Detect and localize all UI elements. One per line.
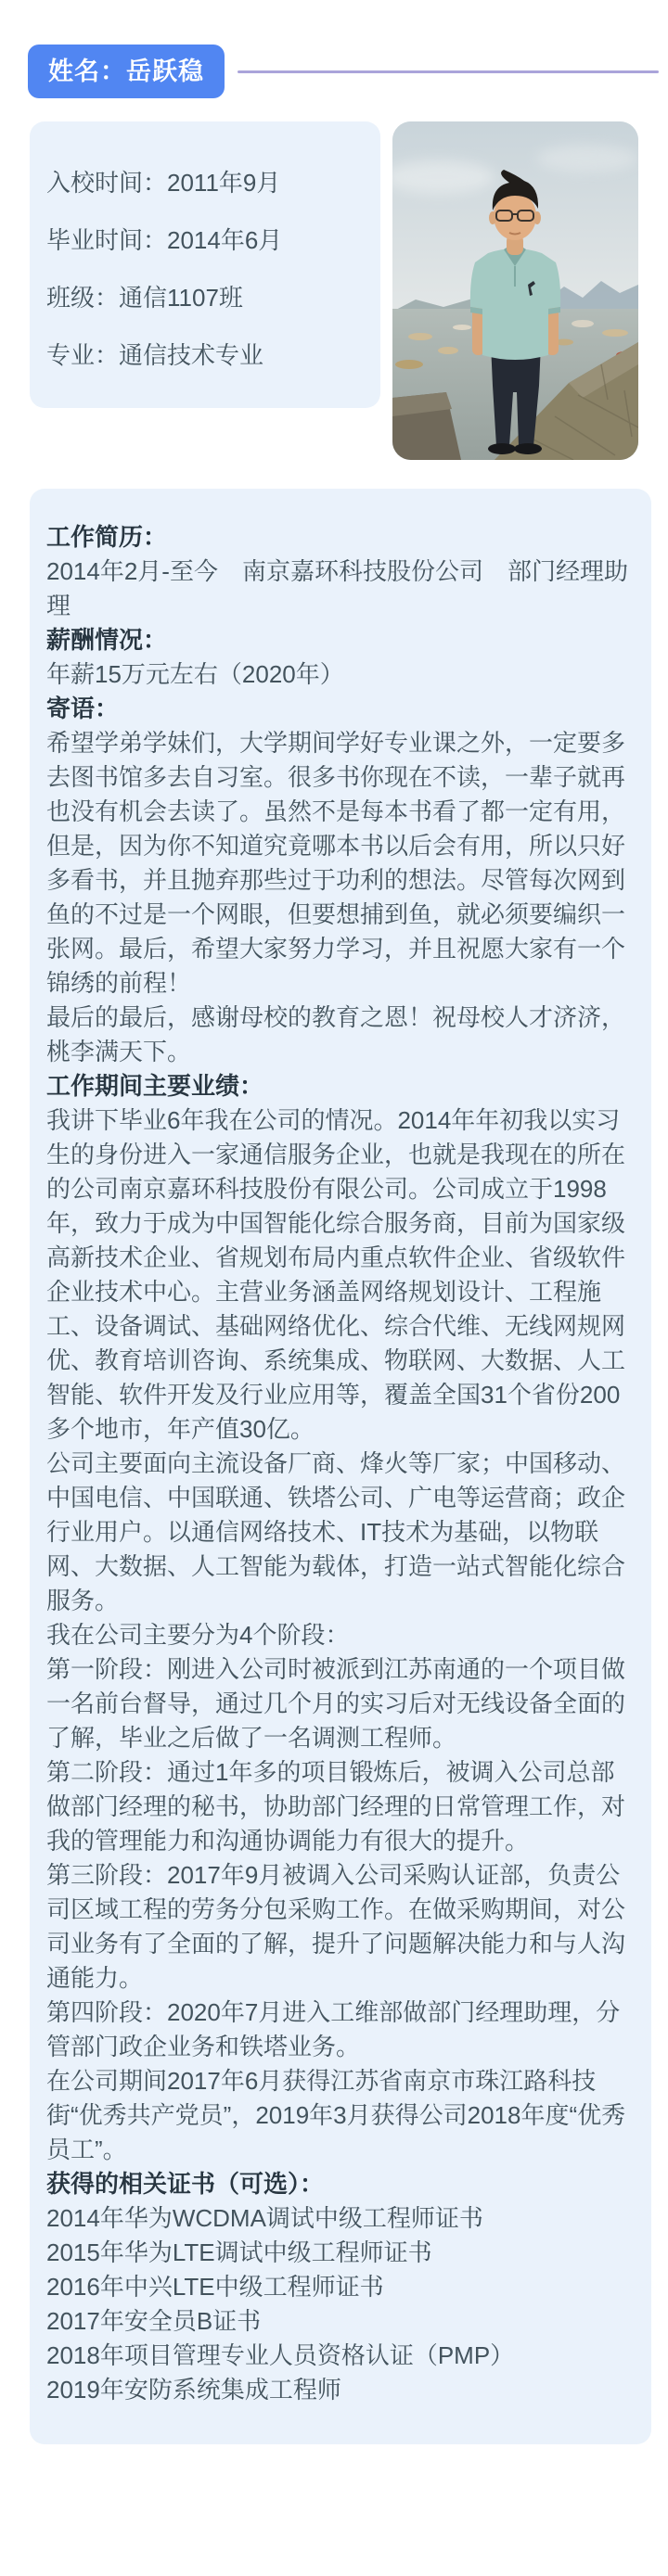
resume-paragraph: 年薪15万元左右（2020年） <box>46 660 344 688</box>
profile-field: 毕业时间：2014年6月 <box>46 226 283 254</box>
resume-card <box>30 489 651 2444</box>
resume-paragraph: 公司主要面向主流设备厂商、烽火等厂家；中国移动、中国电信、中国联通、铁塔公司、广电等运营商；政企行业用户。以通信网络技术、IT技术为基础，以物联网、大数据、人工智能为载体，打造一站式智能化综合服务。 <box>46 1449 626 1614</box>
resume-paragraph: 在公司期间2017年6月获得江苏省南京市珠江路科技街“优秀共产党员”，2019年3月获得公司2018年度“优秀员工”。 <box>46 2067 626 2163</box>
resume-paragraph: 获得的相关证书（可选）： <box>46 2170 325 2198</box>
resume-paragraph: 第一阶段：刚进入公司时被派到江苏南通的一个项目做一名前台督导，通过几个月的实习后对无线设备全面的了解，毕业之后做了一名调测工程师。 <box>46 1655 626 1752</box>
page <box>0 45 668 2576</box>
profile-field: 专业：通信技术专业 <box>46 341 264 369</box>
resume-paragraph: 2014年2月-至今 南京嘉环科技股份公司 部门经理助理 <box>46 557 628 619</box>
resume-paragraph: 2019年安防系统集成工程师 <box>46 2376 341 2404</box>
resume-paragraph: 寄语： <box>46 695 120 722</box>
profile-photo-illustration <box>392 121 638 460</box>
resume-paragraph: 工作期间主要业绩： <box>46 1072 264 1100</box>
resume-paragraph: 我在公司主要分为4个阶段： <box>46 1621 350 1649</box>
resume-paragraph: 2016年中兴LTE中级工程师证书 <box>46 2273 384 2301</box>
profile-field: 入校时间：2011年9月 <box>46 169 281 197</box>
resume-paragraph: 第三阶段：2017年9月被调入公司采购认证部，负责公司区域工程的劳务分包采购工作。在做采购期间，对公司业务有了全面的了解，提升了问题解决能力和与人沟通能力。 <box>46 1861 626 1992</box>
resume-paragraph: 我讲下毕业6年我在公司的情况。2014年年初我以实习生的身份进入一家通信服务企业，也就是我现在的所在的公司南京嘉环科技股份有限公司。公司成立于1998年，致力于成为中国智能化综合服务商，目前为国家级高新技术企业、省规划布局内重点软件企业、省级软件企业技术中心。主营业务涵盖网络规划设计、工程施工、设备调试、基础网络优化、综合代维、无线网规网优、教育培训咨询、系统集成、物联网、大数据、人工智能、软件开发及行业应用等，覆盖全国31个省份200多个地市，年产值30亿。 <box>46 1106 626 1443</box>
header-divider-line <box>238 70 659 73</box>
header <box>28 45 659 98</box>
resume-paragraph: 工作简历： <box>46 523 168 551</box>
resume-paragraph: 2014年华为WCDMA调试中级工程师证书 <box>46 2204 483 2232</box>
profile-photo <box>392 121 638 460</box>
resume-paragraph: 第四阶段：2020年7月进入工维部做部门经理助理，分管部门政企业务和铁塔业务。 <box>46 1998 621 2060</box>
name-badge: 姓名：岳跃稳 <box>28 45 225 98</box>
resume-paragraph: 薪酬情况： <box>46 626 168 654</box>
resume-paragraph: 第二阶段：通过1年多的项目锻炼后，被调入公司总部做部门经理的秘书，协助部门经理的日常管理工作，对我的管理能力和沟通协调能力有很大的提升。 <box>46 1758 626 1855</box>
profile-section <box>30 121 638 460</box>
resume-paragraph: 希望学弟学妹们，大学期间学好专业课之外，一定要多去图书馆多去自习室。很多书你现在不读，一辈子就再也没有机会去读了。虽然不是每本书看了都一定有用，但是，因为你不知道究竟哪本书以后会有用，所以只好多看书，并且抛弃那些过于功利的想法。尽管每次网到鱼的不过是一个网眼，但要想捕到鱼，就必须要编织一张网。最后，希望大家努力学习，并且祝愿大家有一个锦绣的前程！ <box>46 729 626 997</box>
profile-field: 班级：通信1107班 <box>46 284 243 312</box>
resume-paragraph: 最后的最后，感谢母校的教育之恩！祝母校人才济济，桃李满天下。 <box>46 1003 626 1065</box>
profile-info-card <box>30 121 380 408</box>
resume-paragraph: 2017年安全员B证书 <box>46 2307 262 2335</box>
resume-paragraph: 2018年项目管理专业人员资格认证（PMP） <box>46 2341 515 2369</box>
resume-paragraph: 2015年华为LTE调试中级工程师证书 <box>46 2238 432 2266</box>
